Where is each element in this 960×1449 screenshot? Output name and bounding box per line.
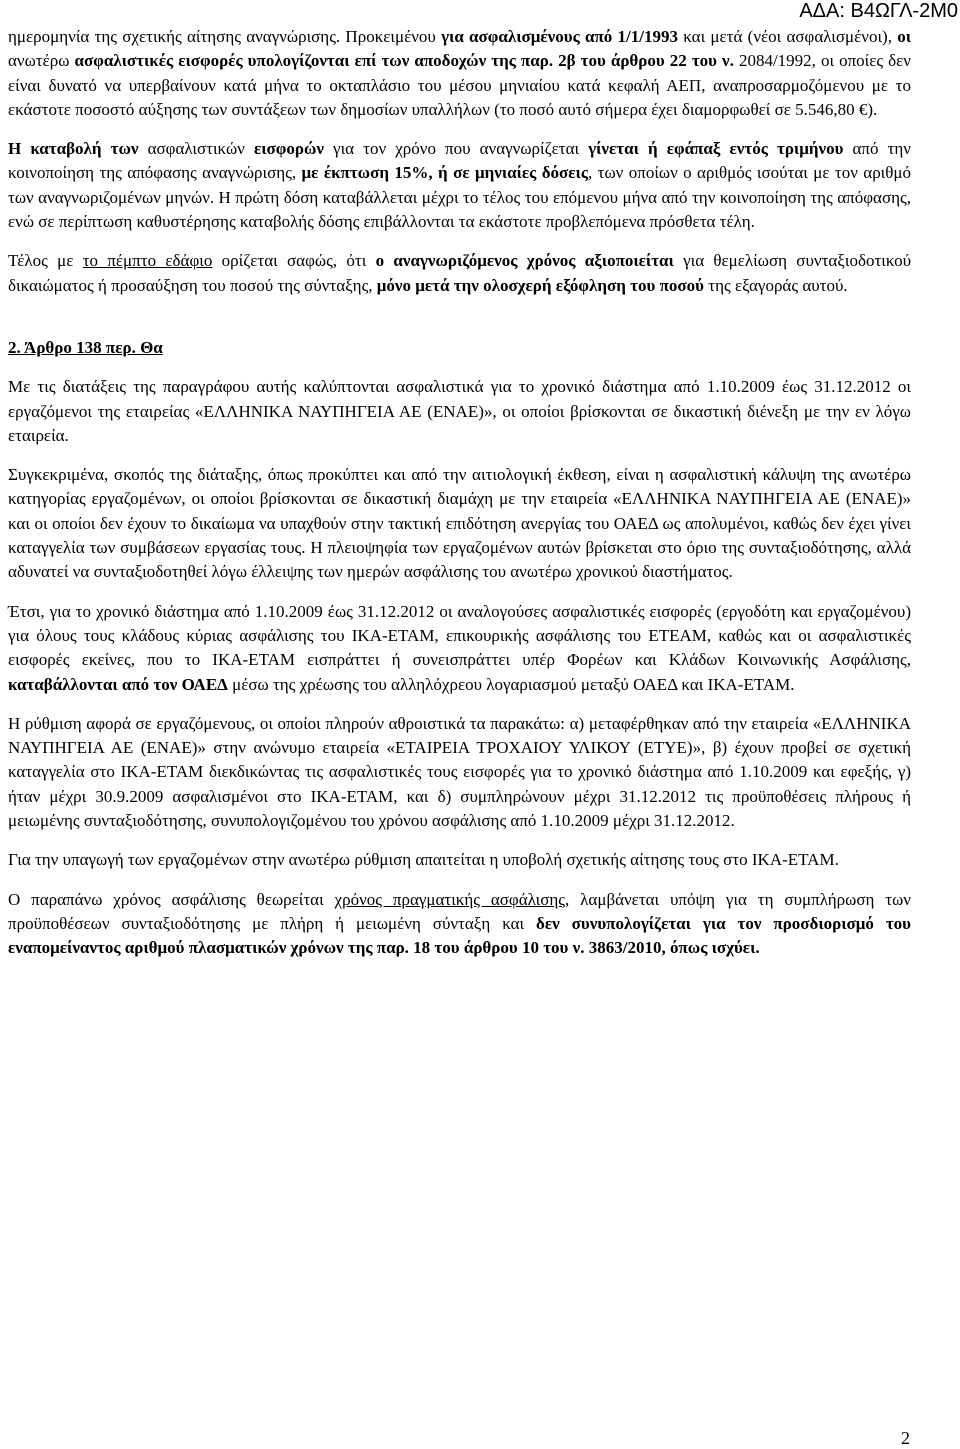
ada-code: ΑΔΑ: Β4ΩΓΛ-2Μ0 [799,0,958,22]
paragraph-eligibility: Η ρύθμιση αφορά σε εργαζόμενους, οι οποίοι πληρούν αθροιστικά τα παρακάτω: α) μεταφέρθηκαν από την εταιρεία «ΕΛΛΗΝΙΚΑ ΝΑΥΠΗΓΕΙΑ ΑΕ (ΕΝΑΕ)» στην ανώνυμο εταιρεία «ΕΤΑΙΡΕΙΑ ΤΡΟΧΑΙΟΥ ΥΛΙΚΟΥ (ΕΤΥΕ)», β) έχουν προβεί σε σχετική καταγγελία στο ΙΚΑ-ΕΤΑΜ διεκδικώντας τις ασφαλιστικές τους εισφορές για το χρονικό διάστημα από 1.10.2009 και εφεξής, γ) ήταν μέχρι 30.9.2009 ασφαλισμένοι στο ΙΚΑ-ΕΤΑΜ, και δ) συμπληρώνουν μέχρι 31.12.2012 τις προϋποθέσεις πλήρους ή μειωμένης συνταξιοδότησης, συνυπολογιζομένου του χρόνου ασφάλισης από 1.10.2009 μέχρι 31.12.2012. [8,713,911,831]
paragraph-application: Για την υπαγωγή των εργαζομένων στην ανωτέρω ρύθμιση απαιτείται η υποβολή σχετικής αίτησης τους στο ΙΚΑ-ΕΤΑΜ. [8,850,839,870]
page-number: 2 [901,1428,910,1448]
paragraph-contributions-basis: ημερομηνία της σχετικής αίτησης αναγνώρισης. Προκειμένου για ασφαλισμένους από 1/1/1993 και μετά (νέοι ασφαλισμένοι), οι ανωτέρω ασφαλιστικές εισφορές υπολογίζονται επί των αποδοχών της παρ. 2β του άρθρου 22 του ν. 2084/1992, οι οποίες δεν είναι δυνατό να υπερβαίνουν κατά μήνα το οκταπλάσιο του μέσου μηνιαίου κατά κεφαλή ΑΕΠ, αναπροσαρμοζόμενου με το εκάστοτε ποσοστό αύξησης των συντάξεων των δημοσίων υπαλλήλων (το ποσό αυτό σήμερα έχει διαμορφωθεί σε 5.546,80 €). [8,27,912,119]
document-page [8,25,911,961]
section-heading-article-138: 2. Άρθρο 138 περ. Θα [8,337,163,357]
paragraph-payment-terms: Η καταβολή των ασφαλιστικών εισφορών για τον χρόνο που αναγνωρίζεται γίνεται ή εφάπαξ εντός τριμήνου από την κοινοποίηση της απόφασης αναγνώρισης, με έκπτωση 15%, ή σε μηνιαίες δόσεις, των οποίων ο αριθμός ισούται με τον αριθμό των αναγνωριζομένων μηνών. Η πρώτη δόση καταβάλλεται μέχρι το τέλος του επόμενου μήνα από την κοινοποίηση της απόφασης, ενώ σε περίπτωση καθυστέρησης καταβολής δόσης επιβάλλονται τα εκάστοτε προβλεπόμενα πρόσθετα τέλη. [8,139,912,232]
paragraph-fifth-subparagraph: Τέλος με το πέμπτο εδάφιο ορίζεται σαφώς, ότι ο αναγνωριζόμενος χρόνος αξιοποιείται για θεμελίωση συνταξιοδοτικού δικαιώματος ή προσαύξηση του ποσού της σύνταξης, μόνο μετά την ολοσχερή εξόφληση του ποσού της εξαγοράς αυτού. [8,251,911,295]
paragraph-purpose: Συγκεκριμένα, σκοπός της διάταξης, όπως προκύπτει και από την αιτιολογική έκθεση, είναι η ασφαλιστική κάλυψη της ανωτέρω κατηγορίας εργαζομένων, οι οποίοι βρίσκονται σε δικαστική διαμάχη με την εταιρεία «ΕΛΛΗΝΙΚΑ ΝΑΥΠΗΓΕΙΑ ΑΕ (ΕΝΑΕ)» και οι οποίοι δεν έχουν το δικαίωμα να υπαχθούν στην τακτική επιδότηση ανεργίας του ΟΑΕΔ ως απολυμένοι, καθώς δεν έχει γίνει καταγγελία των συμβάσεων εργασίας τους. Η πλειοψηφία των εργαζομένων αυτών βρίσκεται στο όριο της συνταξιοδότησης, αλλά αδυνατεί να συνταξιοδοτηθεί λόγω έλλειψης των ημερών ασφάλισης του ανωτέρω χρονικού διαστήματος. [8,465,911,582]
paragraph-insurance-time: Ο παραπάνω χρόνος ασφάλισης θεωρείται χρόνος πραγματικής ασφάλισης, λαμβάνεται υπόψη για τη συμπλήρωση των προϋποθέσεων συνταξιοδότησης με πλήρη ή μειωμένη σύνταξη και δεν συνυπολογίζεται για τον προσδιορισμό του εναπομείναντος αριθμού πλασματικών χρόνων της παρ. 18 του άρθρου 10 του ν. 3863/2010, όπως ισχύει. [8,889,911,958]
paragraph-coverage-period: Με τις διατάξεις της παραγράφου αυτής καλύπτονται ασφαλιστικά για το χρονικό διάστημα από 1.10.2009 έως 31.12.2012 οι εργαζόμενοι της εταιρείας «ΕΛΛΗΝΙΚΑ ΝΑΥΠΗΓΕΙΑ ΑΕ (ΕΝΑΕ)», οι οποίοι βρίσκονται σε δικαστική διένεξη με την εν λόγω εταιρεία. [8,377,911,445]
paragraph-contributions-oaed: Έτσι, για το χρονικό διάστημα από 1.10.2009 έως 31.12.2012 οι αναλογούσες ασφαλιστικές εισφορές (εργοδότη και εργαζομένου) για όλους τους κλάδους κύριας ασφάλισης του ΙΚΑ-ΕΤΑΜ, επικουρικής ασφάλισης του ΕΤΕΑΜ, καθώς και οι ασφαλιστικές εισφορές εκείνες, που το ΙΚΑ-ΕΤΑΜ εισπράττει ή συνεισπράττει υπέρ Φορέων και Κλάδων Κοινωνικής Ασφάλισης, καταβάλλονται από τον ΟΑΕΔ μέσω της χρέωσης του αλληλόχρεου λογαριασμού μεταξύ ΟΑΕΔ και ΙΚΑ-ΕΤΑΜ. [8,601,911,694]
